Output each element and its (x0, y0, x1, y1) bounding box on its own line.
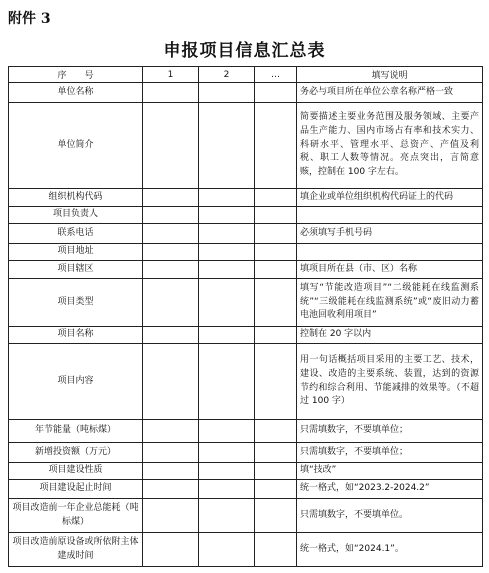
column-header-2: 2 (199, 67, 255, 83)
table-row (9, 480, 483, 499)
row-label-construction-period: 项目建设起止时间 (9, 480, 143, 499)
table-row (9, 533, 483, 567)
column-header-instructions: 填写说明 (297, 67, 483, 83)
row-label-original-equipment-date: 项目改造前原设备或所依附主体建成时间 (9, 533, 143, 567)
cell-more[interactable] (255, 279, 297, 327)
row-note (297, 207, 483, 224)
row-note: 统一格式，如“2023.2-2024.2” (297, 480, 483, 499)
cell-1[interactable] (143, 420, 199, 443)
row-note (297, 244, 483, 261)
cell-2[interactable] (199, 344, 255, 420)
row-label-project-type: 项目类型 (9, 279, 143, 327)
row-note: 控制在 20 字以内 (297, 327, 483, 344)
cell-1[interactable] (143, 261, 199, 279)
row-label-new-investment: 新增投资额（万元） (9, 443, 143, 463)
row-label-unit-name: 单位名称 (9, 83, 143, 103)
cell-more[interactable] (255, 244, 297, 261)
cell-more[interactable] (255, 480, 297, 499)
row-label-unit-intro: 单位简介 (9, 103, 143, 189)
cell-more[interactable] (255, 103, 297, 189)
table-row (9, 224, 483, 244)
row-label-project-leader: 项目负责人 (9, 207, 143, 224)
cell-2[interactable] (199, 533, 255, 567)
row-label-phone: 联系电话 (9, 224, 143, 244)
row-label-org-code: 组织机构代码 (9, 189, 143, 207)
cell-2[interactable] (199, 261, 255, 279)
cell-1[interactable] (143, 279, 199, 327)
cell-2[interactable] (199, 224, 255, 244)
cell-2[interactable] (199, 244, 255, 261)
row-label-annual-energy-saving: 年节能量（吨标煤） (9, 420, 143, 443)
row-note: 只需填数字，不要填单位； (297, 420, 483, 443)
row-note: 填写“节能改造项目”“二级能耗在线监测系统”“三级能耗在线监测系统”或“废旧动力蓄电池回收利用项目” (297, 279, 483, 327)
cell-more[interactable] (255, 443, 297, 463)
row-label-prior-total-energy: 项目改造前一年企业总能耗（吨标煤） (9, 499, 143, 533)
cell-1[interactable] (143, 344, 199, 420)
table-row (9, 279, 483, 327)
table-row (9, 83, 483, 103)
table-row (9, 103, 483, 189)
cell-2[interactable] (199, 207, 255, 224)
cell-more[interactable] (255, 224, 297, 244)
cell-more[interactable] (255, 463, 297, 480)
table-row (9, 327, 483, 344)
cell-1[interactable] (143, 327, 199, 344)
cell-1[interactable] (143, 83, 199, 103)
cell-2[interactable] (199, 499, 255, 533)
cell-1[interactable] (143, 103, 199, 189)
page-title: 申报项目信息汇总表 (163, 41, 326, 61)
table-row (9, 463, 483, 480)
table-row (9, 420, 483, 443)
row-note: 务必与项目所在单位公章名称严格一致 (297, 83, 483, 103)
cell-1[interactable] (143, 533, 199, 567)
project-info-table (8, 66, 483, 567)
cell-2[interactable] (199, 279, 255, 327)
table-header-row (9, 67, 483, 83)
cell-2[interactable] (199, 420, 255, 443)
cell-1[interactable] (143, 499, 199, 533)
row-label-project-district: 项目辖区 (9, 261, 143, 279)
cell-more[interactable] (255, 327, 297, 344)
attachment-label: 附件 3 (8, 11, 51, 27)
cell-more[interactable] (255, 533, 297, 567)
row-note: 用一句话概括项目采用的主要工艺、技术，建设、改造的主要系统、装置，达到的资源节约和综合利用、节能减排的效果等。（不超过 100 字） (297, 344, 483, 420)
table-row (9, 261, 483, 279)
cell-2[interactable] (199, 327, 255, 344)
cell-1[interactable] (143, 443, 199, 463)
cell-1[interactable] (143, 224, 199, 244)
row-note: 填“技改” (297, 463, 483, 480)
row-note: 统一格式，如“2024.1”。 (297, 533, 483, 567)
cell-more[interactable] (255, 207, 297, 224)
table-row (9, 499, 483, 533)
cell-1[interactable] (143, 480, 199, 499)
row-note: 简要描述主要业务范围及服务领域、主要产品生产能力、国内市场占有率和技术实力、科研水平、管理水平、总资产、产值及利税、职工人数等情况。亮点突出，言简意赅，控制在 100 字左右。 (297, 103, 483, 189)
row-note: 填项目所在县（市、区）名称 (297, 261, 483, 279)
row-label-project-name: 项目名称 (9, 327, 143, 344)
cell-1[interactable] (143, 207, 199, 224)
table-row (9, 189, 483, 207)
table-row (9, 244, 483, 261)
cell-2[interactable] (199, 103, 255, 189)
cell-more[interactable] (255, 83, 297, 103)
column-header-more: … (255, 67, 297, 83)
row-label-construction-nature: 项目建设性质 (9, 463, 143, 480)
cell-1[interactable] (143, 244, 199, 261)
row-note: 只需填数字，不要填单位。 (297, 499, 483, 533)
cell-more[interactable] (255, 499, 297, 533)
row-note: 填企业或单位组织机构代码证上的代码 (297, 189, 483, 207)
cell-more[interactable] (255, 420, 297, 443)
cell-2[interactable] (199, 83, 255, 103)
table-row (9, 344, 483, 420)
cell-2[interactable] (199, 463, 255, 480)
cell-more[interactable] (255, 344, 297, 420)
column-header-serial: 序 号 (9, 67, 143, 83)
cell-more[interactable] (255, 261, 297, 279)
table-row (9, 207, 483, 224)
cell-1[interactable] (143, 189, 199, 207)
column-header-1: 1 (143, 67, 199, 83)
cell-more[interactable] (255, 189, 297, 207)
row-note: 必须填写手机号码 (297, 224, 483, 244)
cell-2[interactable] (199, 189, 255, 207)
row-note: 只需填数字，不要填单位； (297, 443, 483, 463)
cell-1[interactable] (143, 463, 199, 480)
cell-2[interactable] (199, 480, 255, 499)
row-label-project-address: 项目地址 (9, 244, 143, 261)
row-label-project-content: 项目内容 (9, 344, 143, 420)
cell-2[interactable] (199, 443, 255, 463)
table-row (9, 443, 483, 463)
